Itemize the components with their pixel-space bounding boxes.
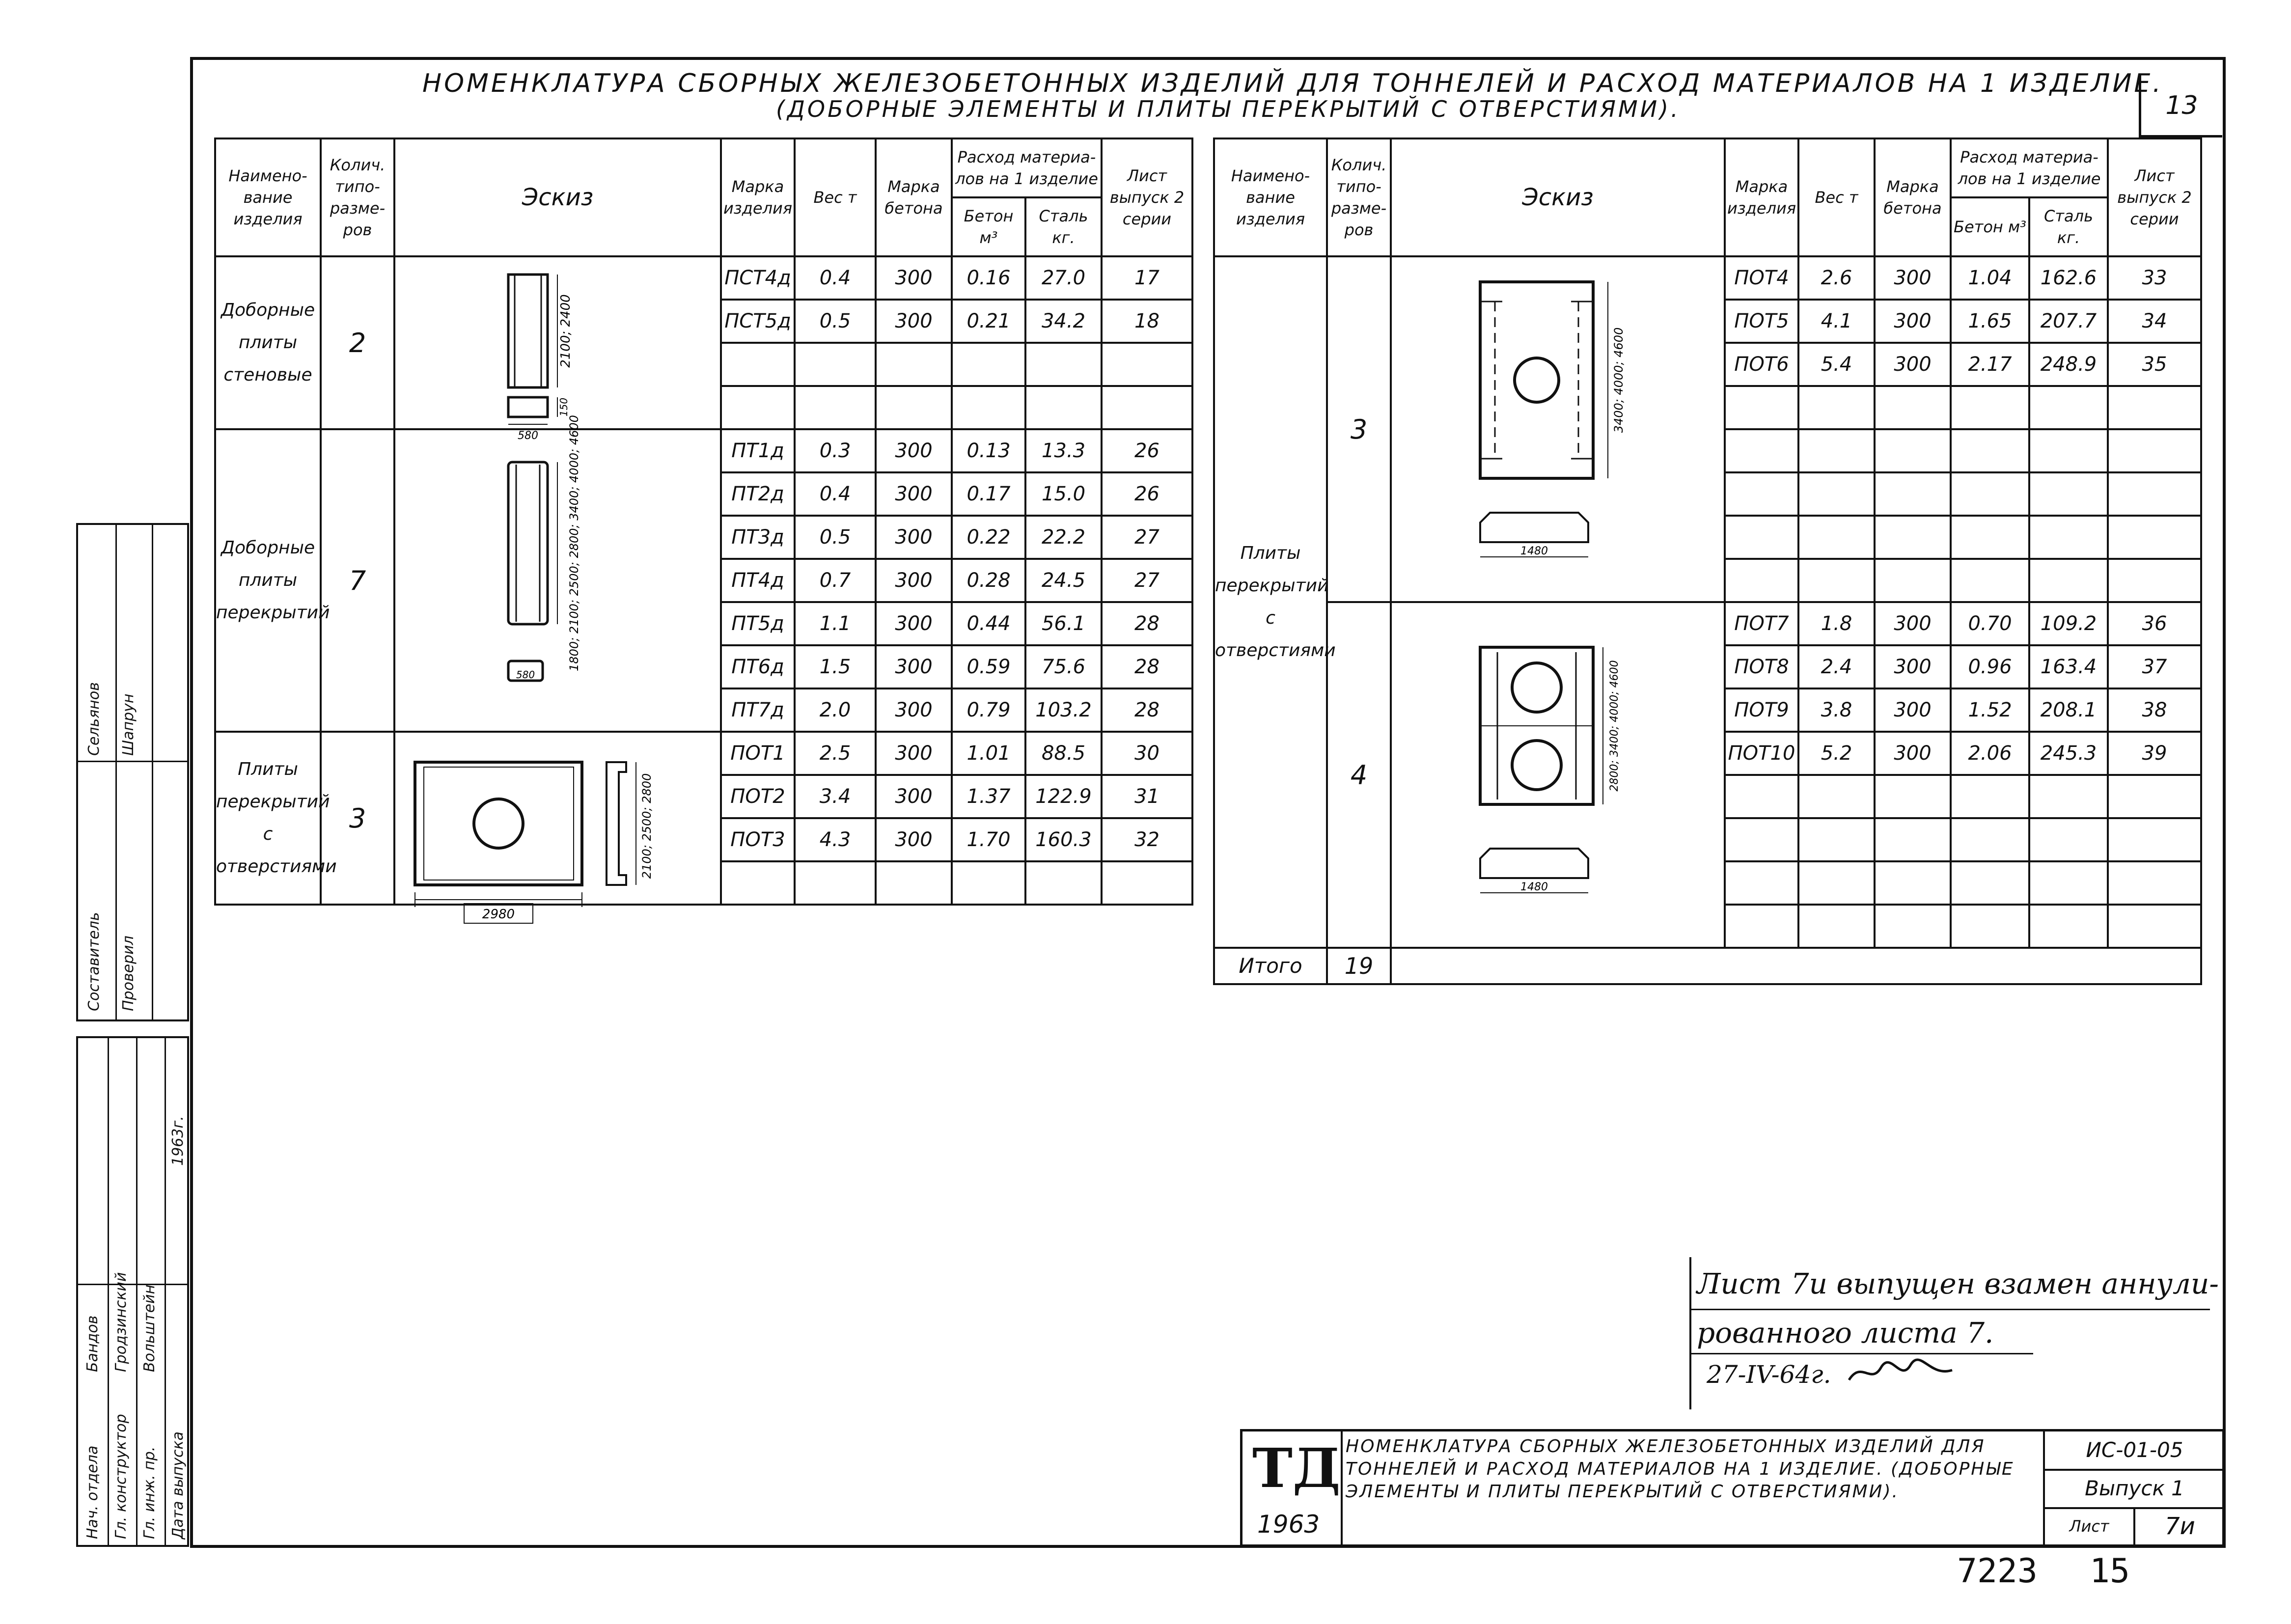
cell-empty — [2108, 516, 2201, 559]
role-date: Дата выпуска — [169, 1431, 187, 1539]
issue-year: 1963г. — [169, 1116, 187, 1166]
cell-sheet: 36 — [2108, 602, 2201, 645]
cell-weight: 2.4 — [1798, 645, 1875, 688]
cell-mark: ПСТ4д — [721, 256, 795, 300]
cell-empty — [1951, 472, 2029, 516]
doc-issue: Выпуск 1 — [2045, 1470, 2224, 1509]
role-author: Составитель — [85, 912, 103, 1011]
cell-steel: 245.3 — [2029, 732, 2108, 775]
cell-empty — [1798, 559, 1875, 602]
cell-concrete: 2.17 — [1951, 343, 2029, 386]
cell-steel: 163.4 — [2029, 645, 2108, 688]
cell-empty — [1951, 559, 2029, 602]
cell-empty — [1875, 429, 1951, 472]
note-line2: рованного листа 7. — [1697, 1316, 1994, 1349]
dim-length: 3400; 4000; 4600 — [1612, 327, 1626, 433]
header-sketch: Эскиз — [394, 138, 721, 256]
cell-steel: 13.3 — [1025, 429, 1102, 472]
cell-empty — [2029, 905, 2108, 948]
header-concrete-grade: Марка бетона — [876, 138, 952, 256]
note-box-edge — [1689, 1257, 1691, 1409]
cell-weight: 5.2 — [1798, 732, 1875, 775]
note-underline — [1689, 1353, 2033, 1354]
cell-empty — [2029, 472, 2108, 516]
cell-grade: 300 — [876, 429, 952, 472]
slab-hole-drawing — [395, 733, 719, 954]
note-underline — [1689, 1309, 2210, 1310]
header-steel: Сталь кг. — [1025, 197, 1102, 256]
cell-grade: 300 — [876, 732, 952, 775]
logo-year: 1963 — [1257, 1510, 1320, 1539]
cell-empty — [721, 386, 795, 429]
cell-steel: 122.9 — [1025, 775, 1102, 818]
cell-concrete: 0.59 — [952, 645, 1025, 688]
org-logo — [1242, 1431, 1343, 1544]
cell-sheet: 17 — [1102, 256, 1192, 300]
cell-weight: 4.1 — [1798, 300, 1875, 343]
cell-concrete: 0.79 — [952, 688, 1025, 732]
cell-concrete: 0.13 — [952, 429, 1025, 472]
cell-empty — [2108, 905, 2201, 948]
archive-number: 7223 — [1957, 1552, 2038, 1591]
role-head: Нач. отдела — [84, 1445, 101, 1539]
dim-length: 2100; 2500; 2800 — [640, 773, 654, 879]
cell-empty — [2108, 818, 2201, 861]
cell-empty — [795, 386, 876, 429]
cell-empty — [2029, 559, 2108, 602]
cell-empty — [1725, 818, 1798, 861]
dim-length: 2800; 3400; 4000; 4600 — [1608, 660, 1621, 792]
cell-steel: 75.6 — [1025, 645, 1102, 688]
cell-empty — [1102, 343, 1192, 386]
cell-concrete: 2.06 — [1951, 732, 2029, 775]
cell-empty — [1875, 818, 1951, 861]
slab-two-holes-drawing — [1392, 603, 1724, 957]
cell-empty — [795, 861, 876, 905]
sketch-wall-slab — [394, 256, 721, 442]
title-stamp — [1240, 1429, 2225, 1547]
cell-empty — [1725, 472, 1798, 516]
cell-grade: 300 — [876, 300, 952, 343]
cell-grade: 300 — [876, 256, 952, 300]
cell-grade: 300 — [876, 645, 952, 688]
header-concrete: Бетон м³ — [952, 197, 1025, 256]
slab-one-hole-drawing — [1392, 257, 1724, 611]
page-number: 15 — [2090, 1552, 2130, 1591]
cell-empty — [1798, 429, 1875, 472]
name-chief-engineer: Вольштейн — [141, 1284, 158, 1372]
cell-steel: 207.7 — [2029, 300, 2108, 343]
cell-empty — [876, 861, 952, 905]
cell-empty — [1798, 775, 1875, 818]
cell-steel: 208.1 — [2029, 688, 2108, 732]
note-line3: 27-IV-64г. — [1707, 1360, 1831, 1389]
cell-sheet: 34 — [2108, 300, 2201, 343]
cell-empty — [1102, 861, 1192, 905]
cell-empty — [2108, 775, 2201, 818]
cell-concrete: 0.28 — [952, 559, 1025, 602]
cell-mark: ПТ5д — [721, 602, 795, 645]
dim-width: 580 — [516, 669, 535, 681]
cell-concrete: 1.37 — [952, 775, 1025, 818]
dim-width: 1480 — [1520, 881, 1548, 893]
cell-empty — [795, 343, 876, 386]
cell-sheet: 28 — [1102, 688, 1192, 732]
cell-concrete: 1.52 — [1951, 688, 2029, 732]
cell-empty — [1102, 386, 1192, 429]
cell-mark: ПОТ1 — [721, 732, 795, 775]
cell-empty — [1798, 861, 1875, 905]
sheet-label: Лист — [2045, 1508, 2135, 1544]
cell-mark: ПТ2д — [721, 472, 795, 516]
cell-grade: 300 — [876, 602, 952, 645]
cell-sheet: 28 — [1102, 645, 1192, 688]
cell-empty — [1725, 905, 1798, 948]
cell-steel: 162.6 — [2029, 256, 2108, 300]
cell-empty — [721, 861, 795, 905]
cell-mark: ПТ4д — [721, 559, 795, 602]
floor-slab-drawing — [395, 415, 719, 735]
header-weight: Вес т — [795, 138, 876, 256]
page-title-line1: НОМЕНКЛАТУРА СБОРНЫХ ЖЕЛЕЗОБЕТОННЫХ ИЗДЕЛИЙ ДЛЯ ТОННЕЛЕЙ И РАСХОД МАТЕРИАЛОВ НА 1 ИЗДЕЛИЕ. — [422, 69, 2163, 98]
header-weight: Вес т — [1798, 138, 1875, 256]
cell-empty — [2029, 775, 2108, 818]
cell-concrete: 0.44 — [952, 602, 1025, 645]
cell-steel: 27.0 — [1025, 256, 1102, 300]
cell-grade: 300 — [1875, 602, 1951, 645]
cell-weight: 2.0 — [795, 688, 876, 732]
total-value: 19 — [1327, 948, 1391, 984]
sheet-value: 7и — [2165, 1513, 2195, 1540]
cell-empty — [1951, 905, 2029, 948]
cell-weight: 1.8 — [1798, 602, 1875, 645]
cell-empty — [2108, 472, 2201, 516]
group-name: Доборные плиты перекрытий — [215, 429, 321, 732]
cell-concrete: 0.21 — [952, 300, 1025, 343]
note-line1: Лист 7и выпущен взамен аннули- — [1697, 1267, 2219, 1300]
cell-empty — [1875, 905, 1951, 948]
cell-empty — [1798, 386, 1875, 429]
cell-sheet: 27 — [1102, 559, 1192, 602]
header-name: Наимено- вание изделия — [1214, 138, 1327, 256]
cell-empty — [1025, 861, 1102, 905]
group-qty: 3 — [321, 732, 394, 905]
cell-empty — [1025, 386, 1102, 429]
cell-empty — [1798, 472, 1875, 516]
cell-grade: 300 — [876, 818, 952, 861]
cell-weight: 3.8 — [1798, 688, 1875, 732]
dim-length: 2100; 2400 — [558, 294, 573, 368]
cell-empty — [2108, 861, 2201, 905]
header-mark: Марка изделия — [721, 138, 795, 256]
cell-empty — [1725, 429, 1798, 472]
cell-concrete: 0.22 — [952, 516, 1025, 559]
dim-width: 580 — [518, 430, 538, 442]
cell-empty — [952, 861, 1025, 905]
cell-sheet: 26 — [1102, 429, 1192, 472]
cell-empty — [1725, 861, 1798, 905]
cell-grade: 300 — [1875, 300, 1951, 343]
group-name: Плиты перекрытий с отверстиями — [215, 732, 321, 905]
left-spec-table — [214, 138, 1193, 922]
cell-empty — [1875, 559, 1951, 602]
cell-empty — [952, 343, 1025, 386]
cell-empty — [1951, 429, 2029, 472]
cell-sheet: 32 — [1102, 818, 1192, 861]
cell-weight: 0.4 — [795, 256, 876, 300]
cell-empty — [1725, 516, 1798, 559]
cell-steel: 160.3 — [1025, 818, 1102, 861]
signature-icon — [1847, 1355, 1955, 1390]
cell-mark: ПОТ4 — [1725, 256, 1798, 300]
cell-sheet: 18 — [1102, 300, 1192, 343]
name-checked: Шапрун — [120, 693, 137, 756]
cell-weight: 0.5 — [795, 516, 876, 559]
cell-mark: ПОТ5 — [1725, 300, 1798, 343]
cell-steel: 109.2 — [2029, 602, 2108, 645]
group-qty: 3 — [1327, 256, 1391, 602]
cell-grade: 300 — [1875, 256, 1951, 300]
header-consumption: Расход материа- лов на 1 изделие — [1951, 138, 2108, 197]
stamp-description: НОМЕНКЛАТУРА СБОРНЫХ ЖЕЛЕЗОБЕТОННЫХ ИЗДЕЛИЙ ДЛЯ ТОННЕЛЕЙ И РАСХОД МАТЕРИАЛОВ НА 1 ИЗДЕЛИЕ. (ДОБОРНЫЕ ЭЛЕМЕНТЫ И ПЛИТЫ ПЕРЕКРЫТИЙ С ОТВЕРСТИЯМИ). — [1346, 1436, 2015, 1502]
cell-grade: 300 — [1875, 732, 1951, 775]
sketch-slab-one-hole — [1391, 256, 1725, 602]
cell-empty — [1951, 861, 2029, 905]
cell-sheet: 35 — [2108, 343, 2201, 386]
cell-sheet: 38 — [2108, 688, 2201, 732]
cell-sheet: 33 — [2108, 256, 2201, 300]
cell-grade: 300 — [876, 688, 952, 732]
cell-grade: 300 — [876, 472, 952, 516]
cell-empty — [1025, 343, 1102, 386]
cell-empty — [1725, 386, 1798, 429]
cell-concrete: 1.70 — [952, 818, 1025, 861]
cell-concrete: 0.70 — [1951, 602, 2029, 645]
cell-mark: ПОТ7 — [1725, 602, 1798, 645]
role-chief-designer: Гл. конструктор — [112, 1414, 130, 1539]
sheet-corner-number: 13 — [2139, 74, 2222, 138]
header-sheet: Лист выпуск 2 серии — [2108, 138, 2201, 256]
cell-empty — [1875, 861, 1951, 905]
header-qty: Колич. типо- разме- ров — [321, 138, 394, 256]
cell-sheet: 37 — [2108, 645, 2201, 688]
cell-empty — [2108, 559, 2201, 602]
cell-sheet: 26 — [1102, 472, 1192, 516]
cell-concrete: 0.16 — [952, 256, 1025, 300]
header-sheet: Лист выпуск 2 серии — [1102, 138, 1192, 256]
cell-weight: 0.3 — [795, 429, 876, 472]
cell-mark: ПТ3д — [721, 516, 795, 559]
sketch-slab-with-hole — [394, 732, 721, 922]
cell-sheet: 27 — [1102, 516, 1192, 559]
name-chief-designer: Гродзинский — [112, 1272, 130, 1372]
cell-weight: 0.4 — [795, 472, 876, 516]
cell-empty — [876, 386, 952, 429]
cell-empty — [2029, 429, 2108, 472]
cell-concrete: 1.65 — [1951, 300, 2029, 343]
sketch-floor-slab — [394, 415, 721, 732]
cell-empty — [1875, 472, 1951, 516]
cell-concrete: 1.01 — [952, 732, 1025, 775]
cell-empty — [1951, 386, 2029, 429]
cell-weight: 0.7 — [795, 559, 876, 602]
name-author: Сельянов — [85, 682, 103, 756]
cell-mark: ПОТ8 — [1725, 645, 1798, 688]
cell-grade: 300 — [1875, 688, 1951, 732]
cell-steel: 56.1 — [1025, 602, 1102, 645]
cell-weight: 3.4 — [795, 775, 876, 818]
header-qty: Колич. типо- разме- ров — [1327, 138, 1391, 256]
cell-mark: ПТ1д — [721, 429, 795, 472]
logo-letters: ТД — [1252, 1436, 1341, 1500]
cell-empty — [952, 386, 1025, 429]
header-name: Наимено- вание изделия — [215, 138, 321, 256]
group-qty: 7 — [321, 429, 394, 732]
cell-steel: 15.0 — [1025, 472, 1102, 516]
name-head: Бандов — [84, 1315, 101, 1372]
header-mark: Марка изделия — [1725, 138, 1798, 256]
cell-grade: 300 — [876, 559, 952, 602]
cell-mark: ПОТ9 — [1725, 688, 1798, 732]
cell-empty — [1798, 818, 1875, 861]
side-block-upper — [76, 523, 189, 1021]
page-title-line2: (ДОБОРНЫЕ ЭЛЕМЕНТЫ И ПЛИТЫ ПЕРЕКРЫТИЙ С ОТВЕРСТИЯМИ). — [776, 96, 1681, 122]
cell-sheet: 31 — [1102, 775, 1192, 818]
stamp-code-block — [2043, 1431, 2224, 1544]
cell-grade: 300 — [1875, 645, 1951, 688]
cell-empty — [1951, 775, 2029, 818]
cell-mark: ПТ6д — [721, 645, 795, 688]
cell-sheet: 30 — [1102, 732, 1192, 775]
cell-empty — [2108, 429, 2201, 472]
cell-empty — [1875, 775, 1951, 818]
cell-steel: 34.2 — [1025, 300, 1102, 343]
cell-empty — [721, 343, 795, 386]
right-spec-table — [1213, 138, 2202, 985]
side-block-lower — [76, 1036, 189, 1547]
cell-steel: 22.2 — [1025, 516, 1102, 559]
group-name: Доборные плиты стеновые — [215, 256, 321, 429]
cell-empty — [1725, 559, 1798, 602]
cell-steel: 88.5 — [1025, 732, 1102, 775]
cell-empty — [1798, 905, 1875, 948]
cell-mark: ПСТ5д — [721, 300, 795, 343]
cell-sheet: 39 — [2108, 732, 2201, 775]
cell-weight: 2.6 — [1798, 256, 1875, 300]
total-label: Итого — [1214, 948, 1327, 984]
cell-empty — [2029, 516, 2108, 559]
group-qty: 4 — [1327, 602, 1391, 948]
cell-mark: ПОТ6 — [1725, 343, 1798, 386]
cell-empty — [2029, 861, 2108, 905]
header-sketch: Эскиз — [1391, 138, 1725, 256]
header-concrete-grade: Марка бетона — [1875, 138, 1951, 256]
cell-mark: ПОТ3 — [721, 818, 795, 861]
cell-grade: 300 — [876, 516, 952, 559]
role-chief-engineer: Гл. инж. пр. — [141, 1446, 158, 1539]
dim-length: 1800; 2100; 2500; 2800; 3400; 4000; 4600 — [567, 415, 581, 671]
cell-empty — [1798, 516, 1875, 559]
cell-weight: 5.4 — [1798, 343, 1875, 386]
header-consumption: Расход материа- лов на 1 изделие — [952, 138, 1102, 197]
cell-steel: 103.2 — [1025, 688, 1102, 732]
cell-sheet: 28 — [1102, 602, 1192, 645]
cell-steel: 24.5 — [1025, 559, 1102, 602]
cell-concrete: 1.04 — [1951, 256, 2029, 300]
cell-empty — [1875, 516, 1951, 559]
cell-weight: 2.5 — [795, 732, 876, 775]
dim-thickness: 150 — [558, 397, 570, 417]
cell-empty — [2029, 818, 2108, 861]
cell-concrete: 0.17 — [952, 472, 1025, 516]
cell-empty — [1951, 516, 2029, 559]
dim-width: 1480 — [1520, 545, 1548, 557]
cell-empty — [876, 343, 952, 386]
cell-weight: 1.1 — [795, 602, 876, 645]
cell-empty — [1875, 386, 1951, 429]
header-steel: Сталь кг. — [2029, 197, 2108, 256]
cell-empty — [2029, 386, 2108, 429]
role-checked: Проверил — [120, 936, 137, 1011]
cell-empty — [1951, 818, 2029, 861]
cell-mark: ПОТ10 — [1725, 732, 1798, 775]
sketch-slab-two-holes — [1391, 602, 1725, 948]
header-concrete: Бетон м³ — [1951, 197, 2029, 256]
cell-concrete: 0.96 — [1951, 645, 2029, 688]
doc-code: ИС-01-05 — [2045, 1431, 2224, 1471]
cell-grade: 300 — [1875, 343, 1951, 386]
cell-steel: 248.9 — [2029, 343, 2108, 386]
group-name: Плиты перекрытий с отверстиями — [1214, 256, 1327, 948]
cell-weight: 4.3 — [795, 818, 876, 861]
dim-width: 2980 — [482, 907, 515, 922]
cell-empty — [2108, 386, 2201, 429]
cell-weight: 1.5 — [795, 645, 876, 688]
group-qty: 2 — [321, 256, 394, 429]
cell-mark: ПТ7д — [721, 688, 795, 732]
cell-mark: ПОТ2 — [721, 775, 795, 818]
cell-grade: 300 — [876, 775, 952, 818]
cell-weight: 0.5 — [795, 300, 876, 343]
cell-empty — [1725, 775, 1798, 818]
